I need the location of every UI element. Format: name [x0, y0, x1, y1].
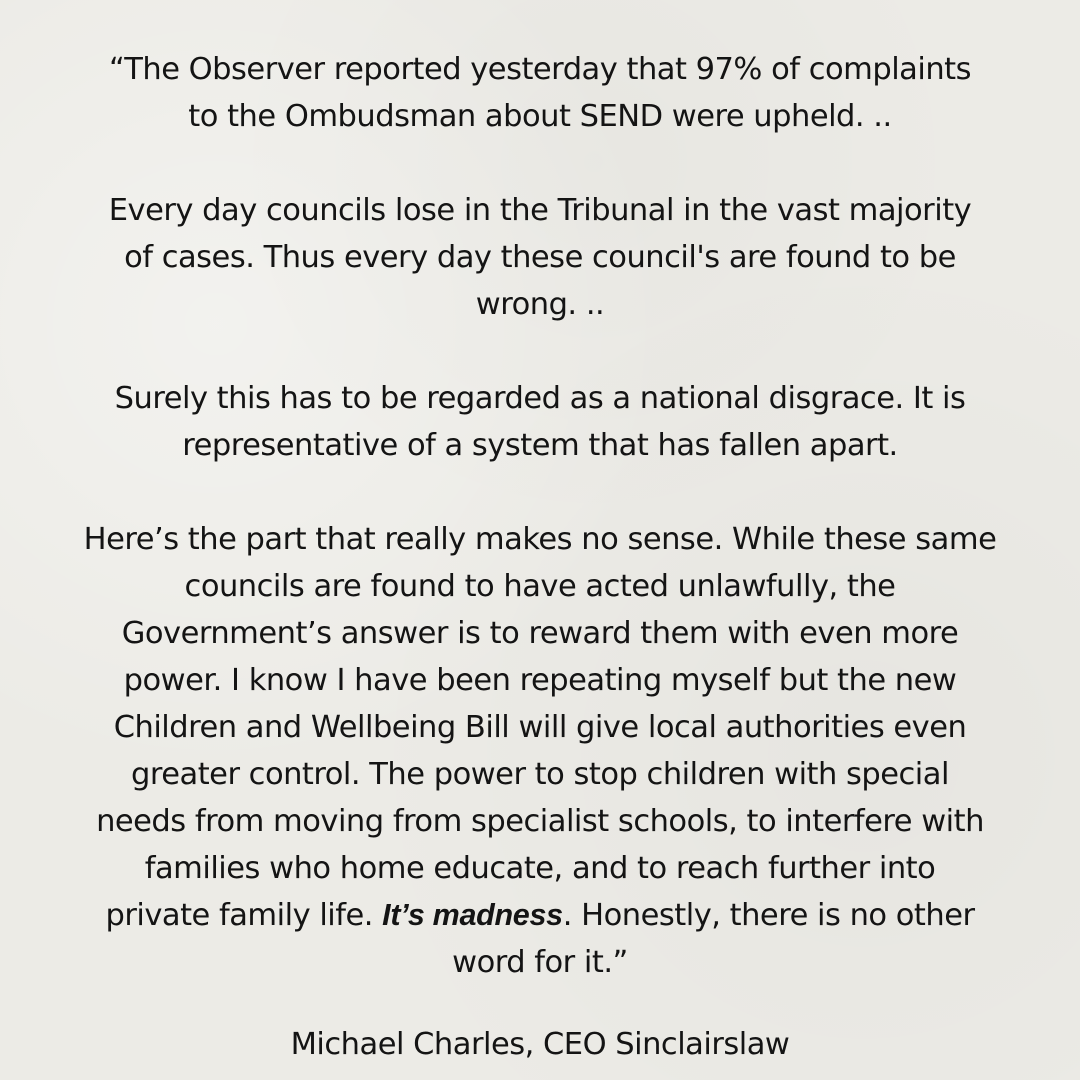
- quote-text-suffix: . Honestly, there is no other: [562, 898, 975, 933]
- quote-line: Government’s answer is to reward them with even more: [121, 616, 959, 651]
- quote-line: “The Observer reported yesterday that 97% of complaints: [108, 52, 972, 87]
- quote-line: needs from moving from specialist schools, to interfere with: [96, 804, 984, 839]
- quote-line: power. I know I have been repeating myself but the new: [123, 663, 957, 698]
- quote-line: Here’s the part that really makes no sense. While these same: [83, 522, 997, 557]
- quote-line: greater control. The power to stop children with special: [131, 757, 949, 792]
- quote-text-prefix: private family life.: [105, 898, 383, 933]
- attribution: Michael Charles, CEO Sinclairslaw: [290, 1027, 790, 1062]
- quote-line: Children and Wellbeing Bill will give local authorities even: [113, 710, 967, 745]
- quote-paragraph-3: [40, 375, 1040, 469]
- quote-paragraph-2: [40, 187, 1040, 328]
- quote-line: Surely this has to be regarded as a national disgrace. It is: [114, 381, 966, 416]
- quote-line: Every day councils lose in the Tribunal in the vast majority: [108, 193, 972, 228]
- quote-line: families who home educate, and to reach further into: [144, 851, 936, 886]
- quote-closing-line: word for it.”: [452, 945, 628, 980]
- quote-paragraph-4: [40, 516, 1040, 986]
- quote-line: wrong. ..: [475, 287, 605, 322]
- quote-line: representative of a system that has fallen apart.: [182, 428, 898, 463]
- emphasis-phrase: It’s madness: [382, 898, 563, 932]
- quote-line: of cases. Thus every day these council's are found to be: [124, 240, 956, 275]
- quote-paragraph-1: [40, 46, 1040, 140]
- quote-line-emphasis: [40, 892, 1040, 939]
- quote-line: councils are found to have acted unlawfully, the: [184, 569, 896, 604]
- quote-line: to the Ombudsman about SEND were upheld. ..: [188, 99, 892, 134]
